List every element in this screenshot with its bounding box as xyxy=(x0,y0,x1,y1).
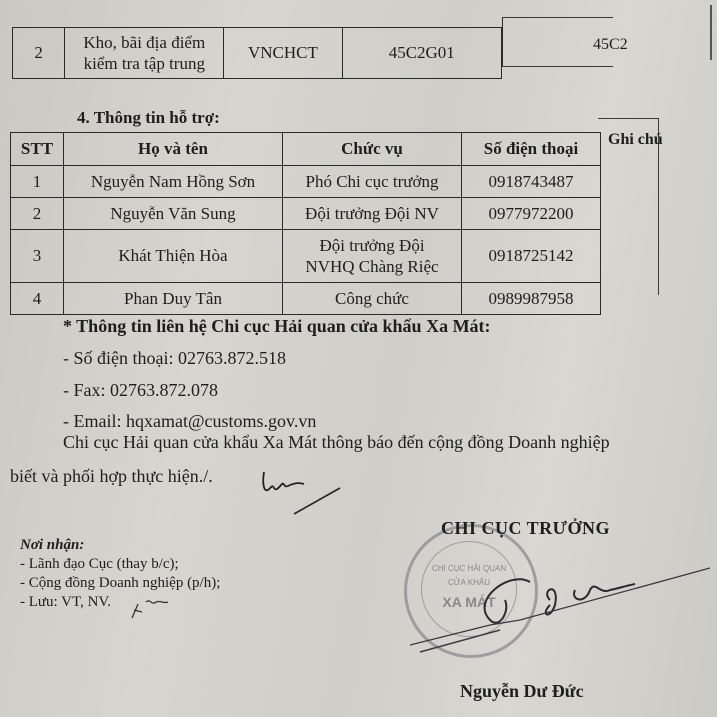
position-cell: Đội trưởng Đội NVHQ Chàng Riệc xyxy=(283,230,462,283)
phone-cell: 0918725142 xyxy=(462,230,601,283)
position-cell: Đội trưởng Đội NV xyxy=(283,198,462,230)
initials-signature-icon xyxy=(258,468,348,518)
recipients-title: Nơi nhận: xyxy=(20,537,85,553)
signer-name: Nguyễn Dư Đức xyxy=(460,681,584,701)
stt-cell: 1 xyxy=(11,166,64,198)
stt-cell: 2 xyxy=(11,198,64,230)
header-phone: Số điện thoại xyxy=(462,133,601,166)
table-row xyxy=(11,230,601,283)
name-cell: Nguyễn Văn Sung xyxy=(64,198,283,230)
divider xyxy=(710,5,712,60)
handwritten-mark-icon xyxy=(128,596,176,622)
header-name: Họ và tên xyxy=(64,133,283,166)
position-cell: Công chức xyxy=(283,283,462,315)
header-position: Chức vụ xyxy=(283,133,462,166)
stamp-inner-ring: CHI CỤC HẢI QUAN CỬA KHẨU XA MÁT xyxy=(421,541,517,637)
top-table xyxy=(12,27,502,79)
signature-icon xyxy=(410,560,717,660)
contact-title: * Thông tin liên hệ Chi cục Hải quan cửa khẩu Xa Mát: xyxy=(63,316,491,336)
signer-title: CHI CỤC TRƯỞNG xyxy=(441,518,611,538)
phone-cell: 0918743487 xyxy=(462,166,601,198)
section-title: 4. Thông tin hỗ trợ: xyxy=(77,108,220,127)
name-cell: Nguyễn Nam Hồng Sơn xyxy=(64,166,283,198)
stt-cell: 2 xyxy=(13,28,65,79)
table-row xyxy=(13,28,502,79)
header-stt: STT xyxy=(11,133,64,166)
phone-cell: 0977972200 xyxy=(462,198,601,230)
table-header-row xyxy=(11,133,601,166)
contact-phone: - Số điện thoại: 02763.872.518 xyxy=(63,348,286,368)
header-note: Ghi chú xyxy=(598,118,659,295)
closing-line-1: Chi cục Hải quan cửa khẩu Xa Mát thông báo đến cộng đồng Doanh nghiệp xyxy=(63,432,610,452)
recipient-item: - Lưu: VT, NV. xyxy=(20,594,112,610)
position-cell: Phó Chi cục trưởng xyxy=(283,166,462,198)
support-table xyxy=(10,132,601,315)
phone-cell: 0989987958 xyxy=(462,283,601,315)
contact-email: - Email: hqxamat@customs.gov.vn xyxy=(63,411,317,431)
table-row xyxy=(11,198,601,230)
code2-cell: 45C2G01 xyxy=(342,28,502,79)
contact-fax: - Fax: 02763.872.078 xyxy=(63,380,218,400)
table-row xyxy=(11,166,601,198)
recipient-item: - Lãnh đạo Cục (thay b/c); xyxy=(20,556,179,572)
stt-cell: 3 xyxy=(11,230,64,283)
closing-line-2: biết và phối hợp thực hiện./. xyxy=(10,466,213,486)
name-cell: Khát Thiện Hòa xyxy=(64,230,283,283)
location-cell: Kho, bãi địa điểm kiểm tra tập trung xyxy=(65,28,224,79)
code3-cell: 45C2 xyxy=(502,17,613,67)
code1-cell: VNCHCT xyxy=(224,28,342,79)
stt-cell: 4 xyxy=(11,283,64,315)
recipient-item: - Cộng đồng Doanh nghiệp (p/h); xyxy=(20,575,221,591)
name-cell: Phan Duy Tân xyxy=(64,283,283,315)
table-row xyxy=(11,283,601,315)
